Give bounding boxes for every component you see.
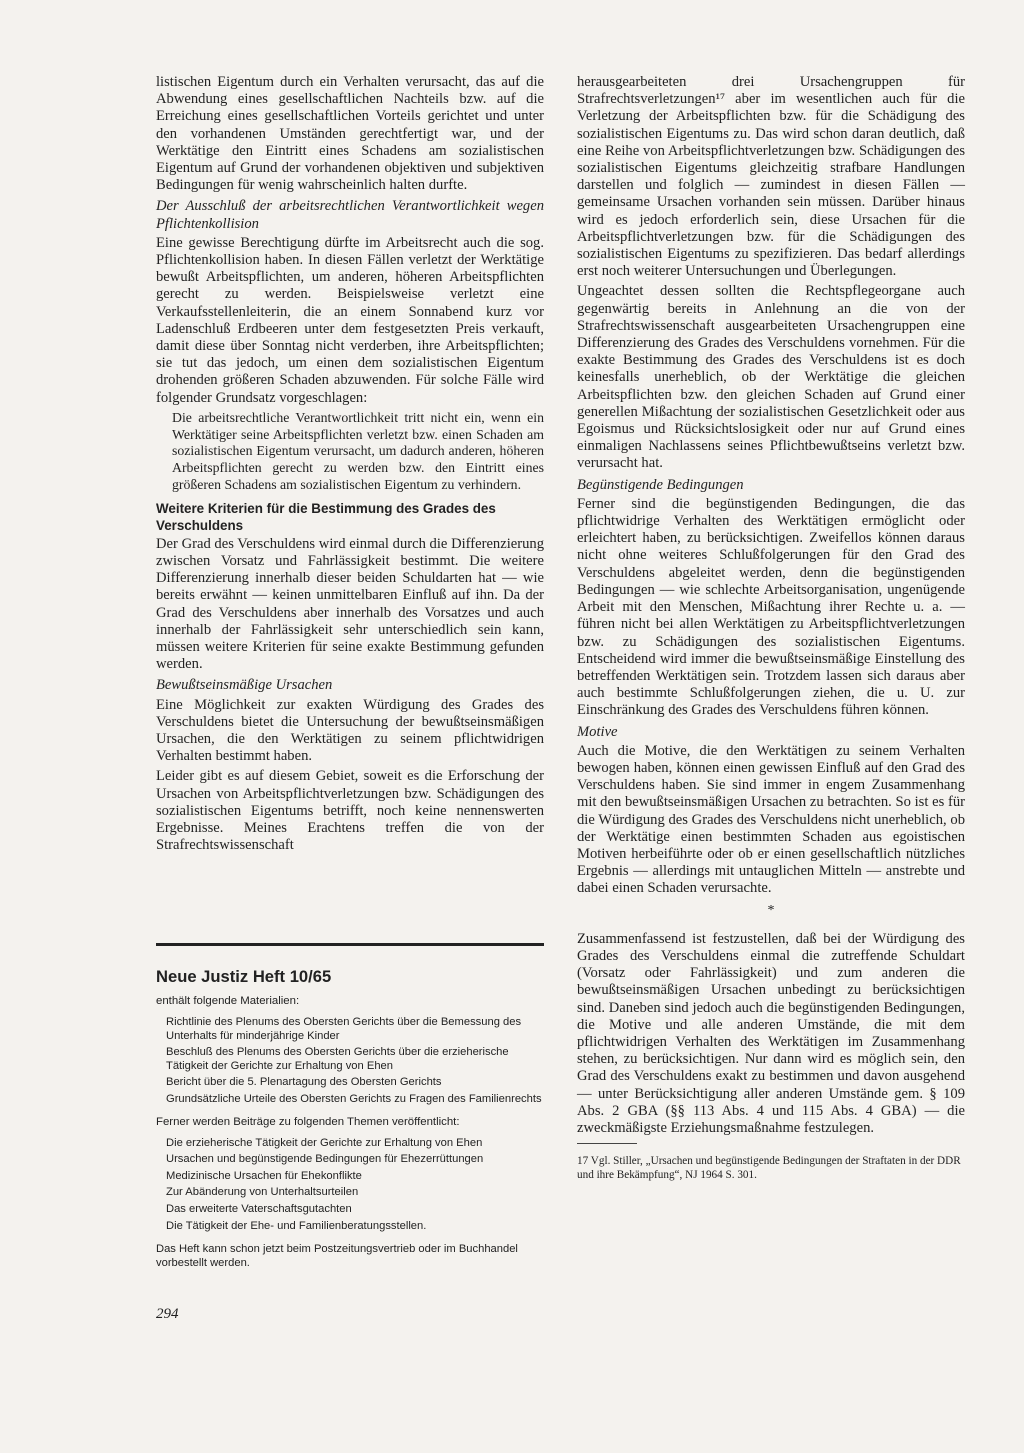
- materials-list: [156, 1016, 544, 1107]
- list-item: Ursachen und begünstigende Bedingungen für Ehezerrüttungen: [166, 1153, 484, 1166]
- paragraph: Leider gibt es auf diesem Gebiet, soweit es die Erforschung der Ursachen von Arbeitspflichtverletzungen bzw. Schädigungen des sozialistischen Eigentums betrifft, noch keine nennenswerten Ergebnisse. Meines Erachtens treffen die von der Strafrechtswissenschaft: [156, 768, 544, 854]
- announcement-title: Neue Justiz Heft 10/65: [156, 967, 332, 986]
- paragraph: Der Grad des Verschuldens wird einmal durch die Differenzierung zwischen Vorsatz und Fahrlässigkeit bestimmt. Die weitere Differenzierung innerhalb dieser beiden Schuldarten hat — wie bereits erwähnt — keinen unmittelbaren Einfluß auf ihn. Da der Grad des Verschuldens aber innerhalb des Vorsatzes und auch innerhalb der Fahrlässigkeit sehr unterschiedlich sein kann, müssen weitere Kriterien für seine exakte Bestimmung gefunden werden.: [156, 535, 544, 673]
- topics-list: [156, 1137, 544, 1234]
- issue-announcement: [156, 966, 544, 1282]
- section-heading-italic: Bewußtseinsmäßige Ursachen: [156, 677, 333, 694]
- paragraph: Auch die Motive, die den Werktätigen zu seinem Verhalten bewogen haben, können einen gewissen Einfluß auf den Grad des Verschuldens haben. Sie sind immer in engem Zusammenhang mit den bewußtseinsmäßigen Ursachen zu betrachten. So ist es für die Würdigung des Grades des Verschuldens nicht unerheblich, ob der Werktätige einen bestimmten Schaden aus egoistischen Motiven herbeiführte oder ob er einen gesellschaftlich nützliches Ergebnis — allerdings mit untauglichen Mitteln — anstrebte und dabei einen Schaden verursachte.: [577, 742, 965, 897]
- paragraph: Eine gewisse Berechtigung dürfte im Arbeitsrecht auch die sog. Pflichtenkollision haben. In diesen Fällen verletzt der Werktätige bewußt Arbeitspflichten, um anderen, höheren Arbeitspflichten gerecht zu werden. Beispielsweise verletzt eine Verkaufsstellenleiterin, die an einem Sonnabend kurz vor Ladenschluß Erdbeeren unter dem festgesetzten Preis verkauft, damit diese über Sonntag nicht verderben, ihre Arbeitspflichten; sie tut das jedoch, um einen dem sozialistischen Eigentum drohenden größeren Schaden abzuwenden. Für solche Fälle wird folgender Grundsatz vorgeschlagen:: [156, 234, 544, 406]
- paragraph: herausgearbeiteten drei Ursachengruppen für Strafrechtsverletzungen¹⁷ aber im wesentlichen auch für die Verletzung der Arbeitspflichten bzw. für die Schädigung des sozialistischen Eigentums zu. Das wird schon daran deutlich, daß eine Reihe von Arbeitspflichtverletzungen bzw. Schädigungen des sozialistischen Eigentums gleichzeitig strafbare Handlungen darstellen und folglich — zumindest in diesen Fällen — gemeinsame Ursachen vorhanden sein müssen. Darüber hinaus wird es jedoch erforderlich sein, diese Ursachen für die Arbeitspflichtverletzungen bzw. für die Schädigungen des sozialistischen Eigentums zu spezifizieren. Das bedarf allerdings erst noch weiterer Untersuchungen und Überlegungen.: [577, 74, 965, 280]
- footnote-rule: [577, 1143, 637, 1144]
- list-item: Die erzieherische Tätigkeit der Gerichte zur Erhaltung von Ehen: [166, 1136, 483, 1149]
- section-heading-italic: Begünstigende Bedingungen: [577, 476, 744, 493]
- list-item: Zur Abänderung von Unterhaltsurteilen: [166, 1186, 359, 1199]
- paragraph: Ungeachtet dessen sollten die Rechtspflegeorgane auch gegenwärtig bereits in Anlehnung an die von der Strafrechtswissenschaft ausgearbeiteten Ursachengruppen eine Differenzierung des Grades des Verschuldens vornehmen. Für die exakte Bestimmung des Grades des Verschuldens ist es doch keinesfalls unerheblich, ob der Werktätige die gleichen Arbeitspflichten bzw. den gleichen Schaden auf Grund einer generellen Mißachtung der sozialistischen Gesetzlichkeit oder aus Egoismus und Rücksichtslosigkeit oder nur auf Grund eines einmaligen Nachlassens seines Pflichtbewußtseins verletzt bzw. verursacht hat.: [577, 283, 965, 472]
- announcement-subtitle-2: Ferner werden Beiträge zu folgenden Themen veröffentlicht:: [156, 1115, 460, 1128]
- paragraph: Zusammenfassend ist festzustellen, daß bei der Würdigung des Grades des Verschuldens einmal die zutreffende Schuldart (Vorsatz oder Fahrlässigkeit) und zum anderen die bewußtseinsmäßigen Ursachen unbedingt zu berücksichtigen sind. Daneben sind jedoch auch die begünstigenden Bedingungen, die Motive und alle anderen Umstände, die mit dem pflichtwidrigen Verhalten des Werktätigen im Zusammenhang stehen, zu berücksichtigen. Nur dann wird es möglich sein, den Grad des Verschuldens exakt zu bestimmen und davon ausgehend — unter Berücksichtigung aller anderen Umstände gem. § 109 Abs. 2 GBA (§§ 113 Abs. 4 und 115 Abs. 4 GBA) — die zweckmäßigste Erziehungsmaßnahme festzulegen.: [577, 930, 965, 1136]
- section-heading-italic: Der Ausschluß der arbeitsrechtlichen Verantwortlichkeit wegen Pflichtenkollision: [156, 198, 544, 232]
- list-item: Das erweiterte Vaterschaftsgutachten: [166, 1202, 352, 1215]
- box-divider: [156, 943, 544, 946]
- list-item: Beschluß des Plenums des Obersten Gerichts über die erzieherische Tätigkeit der Gerichte zur Erhaltung von Ehen: [166, 1046, 509, 1072]
- footnote: 17 Vgl. Stiller, „Ursachen und begünstigende Bedingungen der Straftaten in der DDR und ihre Bekämpfung“, NJ 1964 S. 301.: [577, 1155, 961, 1181]
- paragraph: Ferner sind die begünstigenden Bedingungen, die das pflichtwidrige Verhalten des Werktätigen ermöglicht oder erleichtert haben, zu berücksichtigen. Zweifellos können daraus nicht ohne weiteres Schlußfolgerungen für den Grad des Verschuldens abgeleitet werden, denn die begünstigenden Bedingungen — wie schlechte Arbeitsorganisation, ungenügende Arbeit mit den Menschen, Mißachtung ihrer Rechte u. a. — führen nicht bei allen Werktätigen zu Arbeitspflichtverletzungen bzw. zu Schädigungen des sozialistischen Eigentums. Entscheidend wird immer die bewußtseinsmäßige Einstellung des betreffenden Werktätigen sein. Trotzdem lassen sich daraus aber auch bestimmte Schlußfolgerungen ziehen, die u. U. zur Einschränkung des Grades des Verschuldens führen können.: [577, 495, 965, 719]
- paragraph: listischen Eigentum durch ein Verhalten verursacht, das auf die Abwendung eines gesellschaftlichen Nachteils bzw. auf die Erreichung eines gesellschaftlichen Vorteils gerichtet und unter den vorhandenen Umständen gerechtfertigt war, und der Werktätige den Eintritt eines Schadens am sozialistischen Eigentum auf Grund der vorhandenen objektiven und subjektiven Bedingungen für wenig wahrscheinlich halten durfte.: [156, 74, 544, 194]
- list-item: Die Tätigkeit der Ehe- und Familienberatungsstellen.: [166, 1219, 427, 1232]
- paragraph: Eine Möglichkeit zur exakten Würdigung des Grades des Verschuldens bietet die Untersuchung der bewußtseinsmäßigen Ursachen, die den Werktätigen zu seinem pflichtwidrigen Verhalten bestimmt haben.: [156, 696, 544, 765]
- list-item: Richtlinie des Plenums des Obersten Gerichts über die Bemessung des Unterhalts für minderjährige Kinder: [166, 1016, 522, 1042]
- list-item: Bericht über die 5. Plenartagung des Obersten Gerichts: [166, 1076, 442, 1089]
- list-item: Medizinische Ursachen für Ehekonflikte: [166, 1169, 362, 1182]
- announcement-footer: Das Heft kann schon jetzt beim Postzeitungsvertrieb oder im Buchhandel vorbestellt werden.: [156, 1243, 518, 1269]
- proposed-principle: Die arbeitsrechtliche Verantwortlichkeit tritt nicht ein, wenn ein Werktätiger seine Arbeitspflichten verletzt bzw. einen Schaden am sozialistischen Eigentum verursacht, um dadurch anderen, höheren Arbeitspflichten gerecht zu werden bzw. den Eintritt eines größeren Schadens am sozialistischen Eigentum zu verhindern.: [172, 409, 544, 493]
- left-column: [156, 74, 544, 858]
- announcement-subtitle: enthält folgende Materialien:: [156, 995, 300, 1007]
- page-number: 294: [156, 1306, 179, 1322]
- section-separator: *: [767, 902, 775, 918]
- list-item: Grundsätzliche Urteile des Obersten Gerichts zu Fragen des Familienrechts: [166, 1092, 542, 1105]
- section-heading-bold: Weitere Kriterien für die Bestimmung des Grades des Verschuldens: [156, 500, 496, 533]
- right-column: [577, 74, 965, 1193]
- section-heading-italic: Motive: [577, 723, 618, 740]
